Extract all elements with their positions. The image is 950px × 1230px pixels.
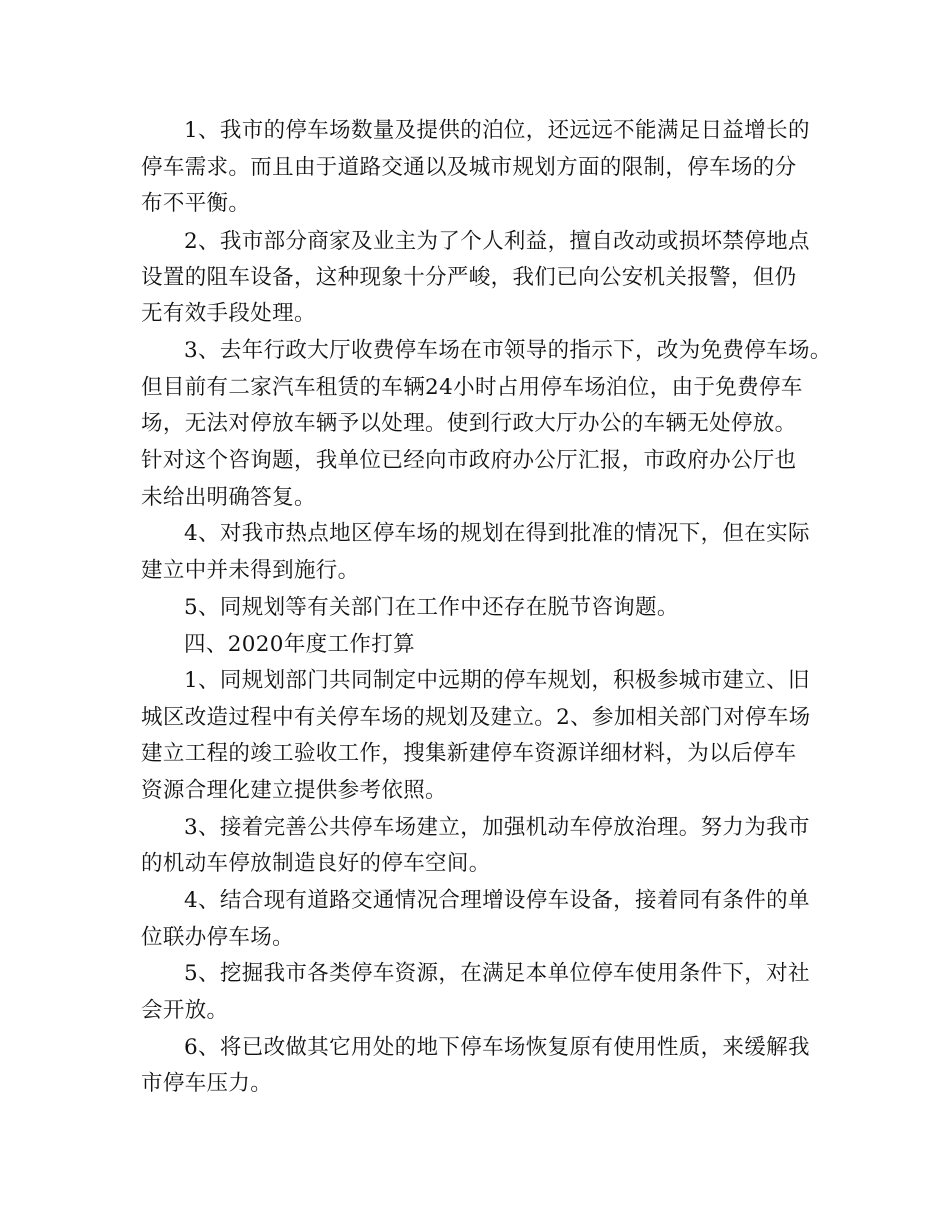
paragraph-line: 5、同规划等有关部门在工作中还存在脱节咨询题。 (184, 595, 679, 620)
paragraph-line: 1、我市的停车场数量及提供的泊位，还远远不能满足日益增长的 (184, 118, 810, 143)
paragraph-line: 市停车压力。 (141, 1071, 273, 1096)
paragraph-line: 4、对我市热点地区停车场的规划在得到批准的情况下，但在实际 (184, 521, 810, 546)
paragraph-line: 2、我市部分商家及业主为了个人利益，擅自改动或损坏禁停地点 (184, 229, 810, 254)
paragraph-line: 3、接着完善公共停车场建立，加强机动车停放治理。努力为我市 (184, 815, 810, 840)
paragraph-line: 建立工程的竣工验收工作，搜集新建停车资源详细材料，为以后停车 (141, 741, 797, 766)
section-heading: 四、2020年度工作打算 (184, 632, 415, 657)
paragraph-line: 停车需求。而且由于道路交通以及城市规划方面的限制，停车场的分 (141, 155, 797, 180)
paragraph-line: 场，无法对停放车辆予以处理。使到行政大厅办公的车辆无处停放。 (141, 411, 797, 436)
paragraph-line: 位联办停车场。 (141, 925, 294, 950)
paragraph-line: 3、去年行政大厅收费停车场在市领导的指示下，改为免费停车场。 (184, 338, 832, 363)
paragraph-line: 5、挖掘我市各类停车资源，在满足本单位停车使用条件下，对社 (184, 961, 810, 986)
paragraph-line: 资源合理化建立提供参考依照。 (141, 778, 447, 803)
paragraph-line: 的机动车停放制造良好的停车空间。 (141, 851, 491, 876)
paragraph-line: 6、将已改做其它用处的地下停车场恢复原有使用性质，来缓解我 (184, 1035, 810, 1060)
paragraph-line: 未给出明确答复。 (141, 485, 316, 510)
paragraph-line: 布不平衡。 (141, 191, 251, 216)
paragraph-line: 1、同规划部门共同制定中远期的停车规划，积极参城市建立、旧 (184, 668, 810, 693)
paragraph-line: 城区改造过程中有关停车场的规划及建立。2、参加相关部门对停车场 (141, 705, 811, 730)
paragraph-line: 但目前有二家汽车租赁的车辆24小时占用停车场泊位，由于免费停车 (141, 375, 803, 400)
paragraph-line: 建立中并未得到施行。 (141, 558, 360, 583)
paragraph-line: 针对这个咨询题，我单位已经向市政府办公厅汇报，市政府办公厅也 (141, 448, 797, 473)
paragraph-line: 4、结合现有道路交通情况合理增设停车设备，接着同有条件的单 (184, 888, 810, 913)
paragraph-line: 设置的阻车设备，这种现象十分严峻，我们已向公安机关报警，但仍 (141, 265, 797, 290)
paragraph-line: 无有效手段处理。 (141, 301, 316, 326)
paragraph-line: 会开放。 (141, 998, 229, 1023)
